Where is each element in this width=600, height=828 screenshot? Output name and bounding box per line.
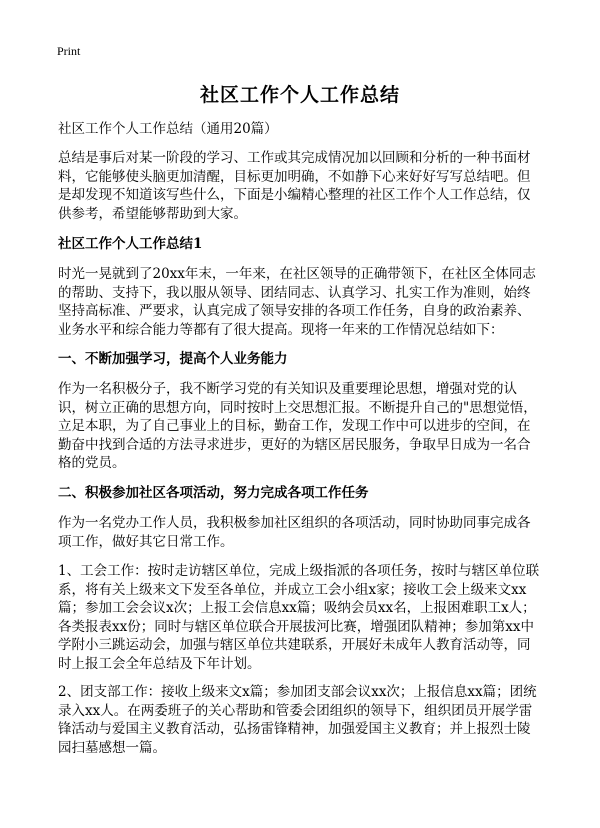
- subtitle: 社区工作个人工作总结（通用20篇）: [58, 121, 278, 137]
- document-title: 社区工作个人工作总结: [199, 84, 400, 106]
- section-intro-paragraph: 时光一晃就到了20xx年末，一年来，在社区领导的正确带领下，在社区全体同志的帮助、支持下，我以服从领导、团结同志、认真学习、扎实工作为准则，始终坚持高标准、严要求，认真完成了领导安排的各项工作任务，自身的政治素养、业务水平和综合能力等都有了很大提高。现将一年来的工作情况总结如下：: [58, 266, 536, 338]
- paragraph-study: 作为一名积极分子，我不断学习党的有关知识及重要理论思想，增强对党的认识，树立正确的思想方向，同时按时上交思想汇报。不断提升自己的"思想觉悟，立足本职，为了自己事业上的目标，勤奋工作，发现工作中可以进步的空间，在勤奋中找到合适的方法寻求进步，更好的为辖区居民服务，争取早日成为一名合格的党员。: [58, 381, 537, 471]
- paragraph-union-work: 1、工会工作：按时走访辖区单位，完成上级指派的各项任务，按时与辖区单位联系，将有关上级来文下发至各单位，并成立工会小组x家；接收工会上级来文xx篇；参加工会会议x次；上报工会信息xx篇；吸纳会员xx名，上报困难职工x人；各类报表xx份；同时与辖区单位联合开展拔河比赛，增强团队精神；参加第xx中学附小三跳运动会，加强与辖区单位共建联系，开展好未成年人教育活动等，同时上报工会全年总结及下年计划。: [58, 563, 540, 672]
- paragraph-league-work: 2、团支部工作：接收上级来文x篇；参加团支部会议xx次；上报信息xx篇；团统录入xx人。在两委班子的关心帮助和管委会团组织的领导下，组织团员开展学雷锋活动与爱国主义教育活动，弘扬雷锋精神，加强爱国主义教育；并上报烈士陵园扫墓感想一篇。: [58, 684, 537, 756]
- section-heading: 社区工作个人工作总结1: [58, 236, 203, 252]
- print-link[interactable]: Print: [57, 44, 81, 58]
- paragraph-activities: 作为一名党办工作人员，我积极参加社区组织的各项活动，同时协助同事完成各项工作，做好其它日常工作。: [58, 515, 531, 550]
- heading-study: 一、不断加强学习，提高个人业务能力: [58, 351, 288, 367]
- intro-paragraph: 总结是事后对某一阶段的学习、工作或其完成情况加以回顾和分析的一种书面材料，它能够使头脑更加清醒，目标更加明确，不如静下心来好好写写总结吧。但是却发现不知道该写些什么，下面是小编精心整理的社区工作个人工作总结，仅供参考，希望能够帮助到大家。: [58, 150, 531, 222]
- heading-activities: 二、积极参加社区各项活动，努力完成各项工作任务: [58, 485, 369, 501]
